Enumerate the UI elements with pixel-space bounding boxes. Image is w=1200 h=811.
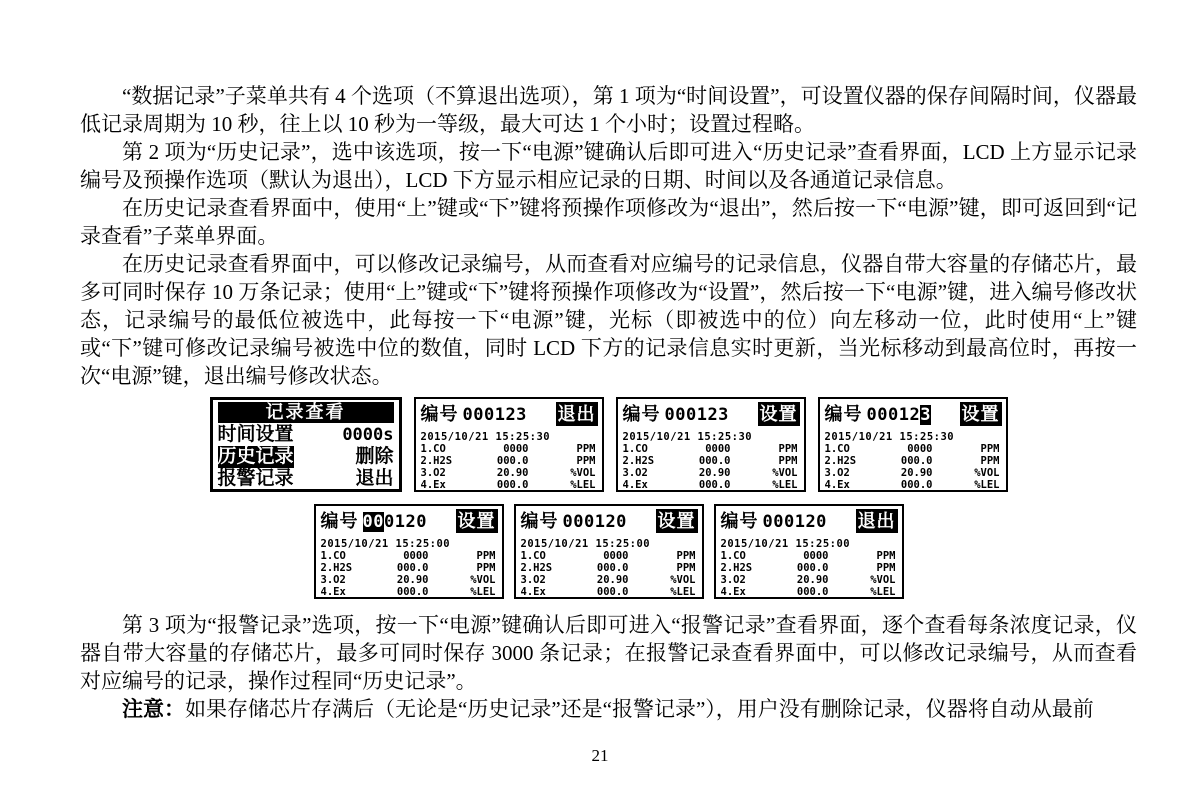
channel-unit: PPM [778, 443, 798, 455]
lcd-record-screen-4 [314, 504, 504, 599]
record-header [623, 402, 800, 427]
record-number-prefix: 编号 [824, 404, 863, 424]
record-number-prefix: 编号 [420, 404, 459, 424]
channel-row [521, 550, 698, 562]
lcd-record-screen-2 [616, 397, 806, 492]
channel-label: 2.H2S [720, 562, 753, 574]
channel-row [521, 574, 698, 586]
record-data [623, 431, 800, 491]
lcd-record-screen-6 [714, 504, 904, 599]
channel-unit: PPM [980, 443, 1000, 455]
channel-unit: %VOL [570, 467, 596, 479]
lcd-record-screen-3 [818, 397, 1008, 492]
channel-unit: %LEL [470, 586, 496, 598]
channel-unit: PPM [576, 443, 596, 455]
menu-item-value: 退出 [355, 468, 394, 489]
channel-value: 0000 [907, 443, 933, 455]
record-number [867, 403, 931, 427]
record-header [421, 402, 598, 427]
channel-value: 20.90 [698, 467, 731, 479]
channel-unit: %LEL [870, 586, 896, 598]
channel-value: 20.90 [900, 467, 933, 479]
channel-value: 0000 [803, 550, 829, 562]
menu-row-history-record [216, 446, 396, 468]
record-datetime: 2015/10/21 15:25:30 [420, 431, 551, 443]
record-header [521, 509, 698, 534]
paragraph-data-record-intro: “数据记录”子菜单共有 4 个选项（不算退出选项），第 1 项为“时间设置”，可设置仪器的保存间隔时间，仪器最低记录周期为 10 秒，往上以 10 秒为一等级，最大可达 1 个小时；设置过程略。 [80, 84, 1137, 136]
lcd-record-screen-5 [514, 504, 704, 599]
channel-row [421, 443, 598, 455]
channel-label: 2.H2S [520, 562, 553, 574]
channel-unit: PPM [476, 550, 496, 562]
channel-label: 4.Ex [520, 586, 546, 598]
record-action-badge: 设置 [657, 511, 696, 531]
record-number-prefix: 编号 [720, 511, 759, 531]
channel-unit: %LEL [974, 479, 1000, 491]
channel-row [721, 562, 898, 574]
channel-label: 2.H2S [622, 455, 655, 467]
record-header [321, 509, 498, 534]
menu-row-time-setting [216, 424, 396, 446]
channel-unit: PPM [576, 455, 596, 467]
channel-row [623, 467, 800, 479]
channel-unit: PPM [876, 562, 896, 574]
record-data [521, 538, 698, 598]
channel-label: 4.Ex [824, 479, 850, 491]
channel-row [721, 574, 898, 586]
channel-unit: %VOL [470, 574, 496, 586]
channel-label: 2.H2S [420, 455, 453, 467]
channel-row [721, 550, 898, 562]
record-datetime: 2015/10/21 15:25:30 [622, 431, 753, 443]
channel-label: 4.Ex [320, 586, 346, 598]
page-content [80, 82, 1137, 723]
channel-unit: PPM [676, 562, 696, 574]
channel-row [321, 562, 498, 574]
channel-label: 1.CO [622, 443, 648, 455]
record-number [363, 510, 427, 534]
channel-unit: %VOL [870, 574, 896, 586]
record-action-badge: 设置 [457, 511, 496, 531]
paragraph-edit-record-number: 在历史记录查看界面中，可以修改记录编号，从而查看对应编号的记录信息，仪器自带大容量的存储芯片，最多可同时保存 10 万条记录；使用“上”键或“下”键将预操作项修改为“设置”，然后按一下“电源”键，进入编号修改状态，记录编号的最低位被选中，此每按一下“电源”键，光标（即被选中的位）向左移动一位，此时使用“上”键或“下”键可修改记录编号被选中位的数值，同时 LCD 下方的记录信息实时更新，当光标移动到最高位时，再按一次“电源”键，退出编号修改状态。 [80, 252, 1137, 388]
channel-value: 0000 [705, 443, 731, 455]
channel-row [623, 443, 800, 455]
channel-value: 000.0 [900, 455, 933, 467]
menu-item-label: 报警记录 [217, 468, 294, 489]
record-datetime: 2015/10/21 15:25:00 [320, 538, 451, 550]
channel-unit: %LEL [772, 479, 798, 491]
channel-label: 3.O2 [520, 574, 546, 586]
paragraph-history-record: 第 2 项为“历史记录”，选中该选项，按一下“电源”键确认后即可进入“历史记录”查看界面，LCD 上方显示记录编号及预操作选项（默认为退出），LCD 下方显示相应记录的日期、时间以及各通道记录信息。 [80, 140, 1137, 192]
channel-row [521, 586, 698, 598]
channel-value: 20.90 [796, 574, 829, 586]
record-action-badge: 设置 [759, 404, 798, 424]
channel-row [825, 467, 1002, 479]
channel-unit: %VOL [670, 574, 696, 586]
record-number-pre: 00012 [866, 405, 921, 425]
menu-item-value: 0000s [342, 425, 394, 445]
channel-unit: PPM [676, 550, 696, 562]
channel-value: 20.90 [596, 574, 629, 586]
channel-label: 2.H2S [824, 455, 857, 467]
channel-value: 000.0 [796, 562, 829, 574]
channel-value: 20.90 [396, 574, 429, 586]
menu-row-alarm-record [216, 468, 396, 490]
channel-value: 000.0 [496, 455, 529, 467]
channel-row [421, 455, 598, 467]
record-number-pre: 000120 [562, 512, 627, 532]
channel-row [825, 479, 1002, 491]
record-number [763, 510, 827, 534]
channel-row [321, 574, 498, 586]
channel-label: 3.O2 [622, 467, 648, 479]
channel-label: 2.H2S [320, 562, 353, 574]
note-label: 注意： [122, 697, 185, 721]
record-number-prefix: 编号 [622, 404, 661, 424]
channel-label: 4.Ex [720, 586, 746, 598]
record-number-pre: 000123 [664, 405, 729, 425]
channel-label: 4.Ex [420, 479, 446, 491]
channel-value: 0000 [403, 550, 429, 562]
channel-label: 4.Ex [622, 479, 648, 491]
channel-label: 1.CO [520, 550, 546, 562]
lcd-menu-screen [210, 397, 402, 492]
page-number: 21 [591, 746, 609, 765]
channel-label: 3.O2 [420, 467, 446, 479]
channel-unit: PPM [980, 455, 1000, 467]
record-data [421, 431, 598, 491]
record-number-prefix: 编号 [320, 511, 359, 531]
channel-row [721, 586, 898, 598]
lcd-screens-row-1 [80, 397, 1137, 492]
record-number-post: 0120 [383, 512, 427, 532]
record-datetime: 2015/10/21 15:25:30 [824, 431, 955, 443]
lcd-screens-row-2 [80, 504, 1137, 599]
channel-value: 000.0 [396, 586, 429, 598]
record-number-pre: 000120 [762, 512, 827, 532]
channel-label: 1.CO [720, 550, 746, 562]
channel-label: 3.O2 [720, 574, 746, 586]
record-action-badge: 退出 [857, 511, 896, 531]
channel-value: 000.0 [596, 586, 629, 598]
channel-row [321, 586, 498, 598]
menu-item-value: 删除 [355, 446, 394, 467]
record-header [825, 402, 1002, 427]
note-paragraph [80, 695, 1137, 723]
record-number [665, 403, 729, 427]
channel-row [623, 455, 800, 467]
record-number [563, 510, 627, 534]
channel-unit: %LEL [670, 586, 696, 598]
record-number-prefix: 编号 [520, 511, 559, 531]
record-header [721, 509, 898, 534]
channel-label: 3.O2 [824, 467, 850, 479]
channel-label: 1.CO [320, 550, 346, 562]
channel-value: 000.0 [796, 586, 829, 598]
channel-row [623, 479, 800, 491]
channel-row [421, 467, 598, 479]
record-number [463, 403, 527, 427]
channel-unit: PPM [476, 562, 496, 574]
channel-value: 000.0 [900, 479, 933, 491]
channel-row [321, 550, 498, 562]
record-datetime: 2015/10/21 15:25:00 [520, 538, 651, 550]
channel-value: 20.90 [496, 467, 529, 479]
channel-unit: %VOL [772, 467, 798, 479]
channel-value: 0000 [603, 550, 629, 562]
channel-row [421, 479, 598, 491]
channel-unit: PPM [778, 455, 798, 467]
channel-value: 000.0 [596, 562, 629, 574]
lcd-record-screen-1 [414, 397, 604, 492]
lcd-menu-title: 记录查看 [218, 402, 394, 423]
channel-value: 0000 [503, 443, 529, 455]
record-action-badge: 退出 [557, 404, 596, 424]
record-datetime: 2015/10/21 15:25:00 [720, 538, 851, 550]
channel-unit: %LEL [570, 479, 596, 491]
record-action-badge: 设置 [961, 404, 1000, 424]
channel-label: 1.CO [420, 443, 446, 455]
channel-value: 000.0 [698, 479, 731, 491]
channel-row [825, 455, 1002, 467]
record-number-cursor: 3 [920, 405, 931, 425]
paragraph-exit-history: 在历史记录查看界面中，使用“上”键或“下”键将预操作项修改为“退出”，然后按一下“电源”键，即可返回到“记录查看”子菜单界面。 [80, 196, 1137, 248]
record-data [825, 431, 1002, 491]
paragraph-alarm-record: 第 3 项为“报警记录”选项，按一下“电源”键确认后即可进入“报警记录”查看界面，逐个查看每条浓度记录，仪器自带大容量的存储芯片，最多可同时保存 3000 条记录；在报警记录查看界面中，可以修改记录编号，从而查看对应编号的记录，操作过程同“历史记录”。 [80, 613, 1137, 693]
channel-unit: %VOL [974, 467, 1000, 479]
channel-value: 000.0 [698, 455, 731, 467]
record-number-pre: 000123 [462, 405, 527, 425]
channel-value: 000.0 [396, 562, 429, 574]
menu-item-label: 时间设置 [217, 424, 294, 445]
record-number-cursor: 00 [362, 512, 384, 532]
note-text: 如果存储芯片存满后（无论是“历史记录”还是“报警记录”），用户没有删除记录，仪器将自动从最前 [185, 697, 1094, 721]
channel-unit: PPM [876, 550, 896, 562]
channel-label: 1.CO [824, 443, 850, 455]
channel-row [825, 443, 1002, 455]
record-data [721, 538, 898, 598]
menu-item-label-selected: 历史记录 [217, 446, 294, 467]
record-data [321, 538, 498, 598]
channel-row [521, 562, 698, 574]
channel-value: 000.0 [496, 479, 529, 491]
channel-label: 3.O2 [320, 574, 346, 586]
